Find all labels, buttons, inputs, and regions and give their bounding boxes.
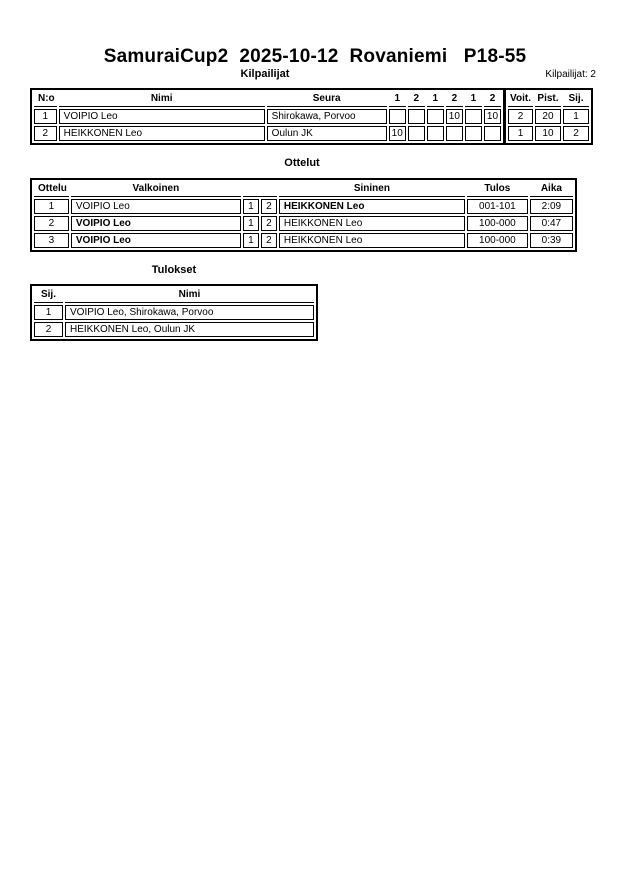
- tulokset-table: [30, 284, 318, 341]
- cell-round: [389, 109, 406, 124]
- cell-valkoinen: VOIPIO Leo: [71, 216, 241, 231]
- col-header-nimi: Nimi: [65, 288, 314, 303]
- col-header-ottelu: Ottelu: [34, 182, 69, 197]
- cell-round: 10: [446, 109, 463, 124]
- cell-nimi: VOIPIO Leo: [59, 109, 265, 124]
- cell-ottelu: 3: [34, 233, 69, 248]
- cell-sij: 2: [563, 126, 589, 141]
- col-header-tulos: Tulos: [467, 182, 528, 197]
- table-row: [34, 216, 573, 231]
- cell-sij: 2: [34, 322, 63, 337]
- col-header-round-6: 2: [484, 92, 501, 107]
- cell-round: [446, 126, 463, 141]
- cell-sininen: HEIKKONEN Leo: [279, 199, 465, 214]
- cell-round: 10: [484, 109, 501, 124]
- cell-pist: 20: [535, 109, 561, 124]
- table-row: [508, 126, 589, 141]
- cell-round: [484, 126, 501, 141]
- cell-sij: 1: [563, 109, 589, 124]
- section-heading-tulokset: Tulokset: [151, 264, 197, 276]
- cell-round: [427, 126, 444, 141]
- cell-sininen-no: 2: [261, 216, 277, 231]
- cell-voit: 1: [508, 126, 533, 141]
- cell-valkoinen: VOIPIO Leo: [71, 233, 241, 248]
- col-header-round-1: 1: [389, 92, 406, 107]
- table-row: [34, 126, 501, 141]
- cell-valkoinen: VOIPIO Leo: [71, 199, 241, 214]
- cell-tulos: 100-000: [467, 233, 528, 248]
- col-header-spacer: [243, 182, 277, 197]
- cell-round: [408, 126, 425, 141]
- kilpailijat-table: [30, 88, 593, 145]
- cell-round: 10: [389, 126, 406, 141]
- cell-sininen: HEIKKONEN Leo: [279, 233, 465, 248]
- cell-round: [465, 126, 482, 141]
- cell-no: 1: [34, 109, 57, 124]
- cell-aika: 0:39: [530, 233, 573, 248]
- col-header-pist: Pist.: [535, 92, 561, 107]
- table-row: [34, 233, 573, 248]
- cell-no: 2: [34, 126, 57, 141]
- col-header-voit: Voit.: [508, 92, 533, 107]
- cell-pist: 10: [535, 126, 561, 141]
- kilpailijat-header-row: [34, 92, 501, 107]
- kilpailijat-main-table: [30, 88, 505, 145]
- cell-round: [465, 109, 482, 124]
- section-heading-ottelut: Ottelut: [284, 157, 320, 169]
- table-row: [508, 109, 589, 124]
- cell-sininen: HEIKKONEN Leo: [279, 216, 465, 231]
- tulokset-header-row: [34, 288, 314, 303]
- cell-sij: 1: [34, 305, 63, 320]
- cell-nimi: VOIPIO Leo, Shirokawa, Porvoo: [65, 305, 314, 320]
- col-header-seura: Seura: [267, 92, 387, 107]
- page-title: SamuraiCup2 2025-10-12 Rovaniemi P18-55: [103, 46, 527, 67]
- cell-valkoinen-no: 1: [243, 233, 259, 248]
- cell-aika: 2:09: [530, 199, 573, 214]
- col-header-no: N:o: [34, 92, 57, 107]
- cell-valkoinen-no: 1: [243, 216, 259, 231]
- col-header-round-3: 1: [427, 92, 444, 107]
- ottelut-header-row: [34, 182, 573, 197]
- col-header-round-4: 2: [446, 92, 463, 107]
- col-header-sininen: Sininen: [279, 182, 465, 197]
- cell-nimi: HEIKKONEN Leo: [59, 126, 265, 141]
- col-header-aika: Aika: [530, 182, 573, 197]
- table-row: [34, 322, 314, 337]
- cell-tulos: 001-101: [467, 199, 528, 214]
- table-row: [34, 305, 314, 320]
- cell-voit: 2: [508, 109, 533, 124]
- cell-sininen-no: 2: [261, 199, 277, 214]
- col-header-sij: Sij.: [34, 288, 63, 303]
- col-header-round-5: 1: [465, 92, 482, 107]
- cell-aika: 0:47: [530, 216, 573, 231]
- competitors-count-label: Kilpailijat: 2: [545, 69, 596, 80]
- ottelut-table: [30, 178, 577, 252]
- cell-ottelu: 1: [34, 199, 69, 214]
- table-row: [34, 199, 573, 214]
- section-heading-kilpailijat: Kilpailijat: [240, 68, 290, 80]
- cell-round: [408, 109, 425, 124]
- cell-ottelu: 2: [34, 216, 69, 231]
- kilpailijat-points-table: [505, 88, 593, 145]
- cell-valkoinen-no: 1: [243, 199, 259, 214]
- cell-round: [427, 109, 444, 124]
- col-header-round-2: 2: [408, 92, 425, 107]
- cell-nimi: HEIKKONEN Leo, Oulun JK: [65, 322, 314, 337]
- col-header-sij: Sij.: [563, 92, 589, 107]
- col-header-valkoinen: Valkoinen: [71, 182, 241, 197]
- cell-seura: Shirokawa, Porvoo: [267, 109, 387, 124]
- cell-seura: Oulun JK: [267, 126, 387, 141]
- cell-tulos: 100-000: [467, 216, 528, 231]
- table-row: [34, 109, 501, 124]
- cell-sininen-no: 2: [261, 233, 277, 248]
- kilpailijat-points-header-row: [508, 92, 589, 107]
- col-header-nimi: Nimi: [59, 92, 265, 107]
